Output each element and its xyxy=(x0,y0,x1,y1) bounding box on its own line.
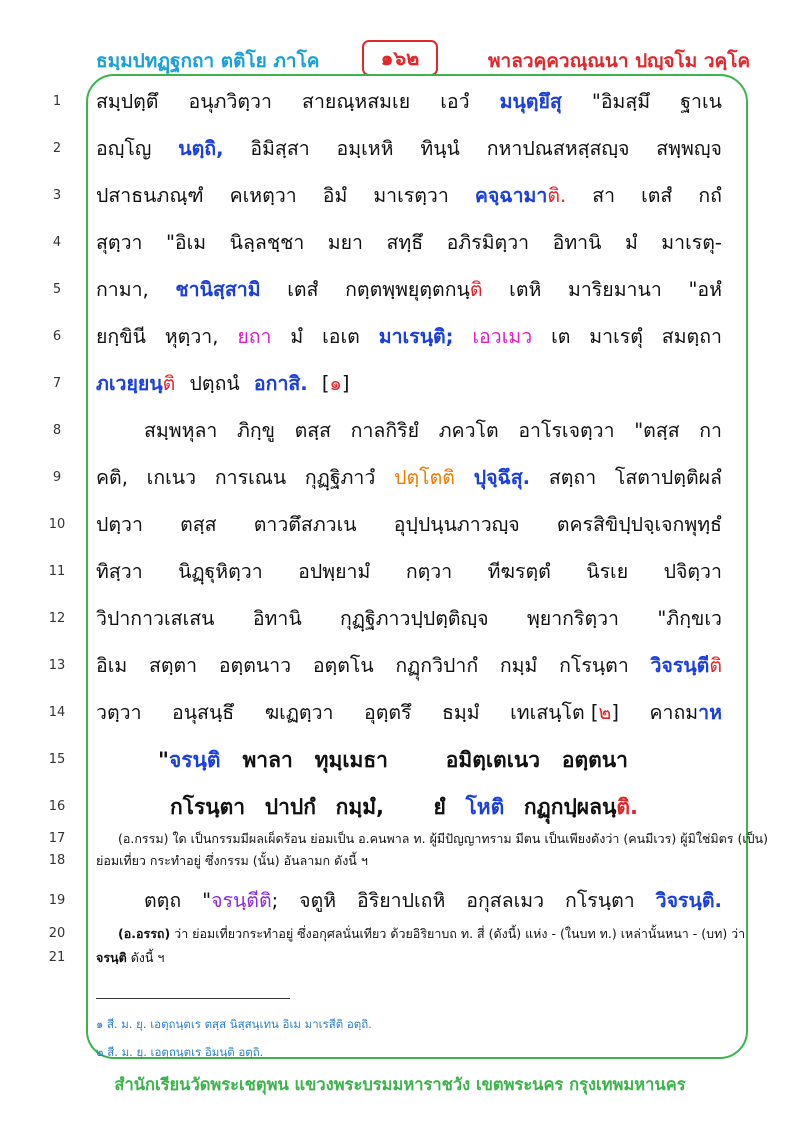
keyword-part: จรนฺติ xyxy=(168,748,221,772)
verse-word xyxy=(524,789,638,825)
text-line-4 xyxy=(96,225,722,261)
verse-word: ยํ xyxy=(433,795,446,819)
verse-line-1 xyxy=(158,742,628,778)
word: เตสํ xyxy=(641,184,673,207)
word: ภควโต xyxy=(438,419,499,442)
quote-mark: " xyxy=(202,889,212,912)
word-part: เทเสนฺโต xyxy=(510,701,585,724)
word: กาลกิริยํ xyxy=(350,419,420,442)
text-line-5 xyxy=(96,272,722,308)
word: มยา xyxy=(327,231,364,254)
word-part: กฏุกปฺผลนฺ xyxy=(523,795,617,819)
word: ตสฺส xyxy=(180,513,217,536)
word: มาริยมานา xyxy=(568,278,662,301)
iti-particle: ติ xyxy=(162,372,176,395)
keyword-part: ภเวยฺยนฺ xyxy=(96,372,163,395)
word: สพฺพญฺจ xyxy=(656,137,722,160)
word: ทีฆรตฺตํ xyxy=(487,560,551,583)
word: หุตฺวา, xyxy=(164,325,219,348)
translation-line-1: (อ.กรรม) ใด เป็นกรรมมีผลเผ็ดร้อน ย่อมเป็น อ.คนพาล ท. ผู้มีปัญญาทราม มีตน เป็นเพียงดังว่า (คนมีเวร) ผู้มิใช่มิตร (เป็น) xyxy=(118,831,768,846)
word: ฆเฏตฺวา xyxy=(264,701,334,724)
word: สมตฺถา xyxy=(661,325,722,348)
word: ทินฺนํ xyxy=(420,137,460,160)
keyword xyxy=(472,319,532,355)
word: ทิสฺวา xyxy=(96,560,143,583)
word: ตาวตึสภวเน xyxy=(253,513,357,536)
word: เตสํ xyxy=(287,278,319,301)
header-book-title: ธมฺมปทฏฺฐกถา ตติโย ภาโค xyxy=(96,50,320,72)
word: กหาปณสหสฺสญฺจ xyxy=(486,137,630,160)
line-number: 16 xyxy=(48,799,66,814)
word: อิเม xyxy=(96,654,128,677)
word: กามา, xyxy=(96,278,149,301)
verse-word: กมฺมํ, xyxy=(335,795,385,819)
text-line-2 xyxy=(96,131,722,167)
line-number: 8 xyxy=(52,423,62,438)
keyword: มาเรนฺติ; xyxy=(378,325,454,348)
iti-particle: ติ. xyxy=(547,184,567,207)
keyword: ปตฺโตติ xyxy=(394,466,455,489)
line-number: 10 xyxy=(48,517,66,532)
keyword-part: คจฺฉามา xyxy=(474,184,548,207)
word: โสตาปตฺติผลํ xyxy=(614,466,722,489)
line-number: 9 xyxy=(52,470,62,485)
word: ปตฺถนํ xyxy=(189,372,240,395)
word: การเณน xyxy=(214,466,287,489)
translation-line-3 xyxy=(118,925,746,943)
word: "อิมสฺมึ xyxy=(591,90,651,113)
text-line-8 xyxy=(144,413,722,449)
keyword: อกาสิ. xyxy=(253,372,308,395)
word: ตสฺส xyxy=(294,419,332,442)
keyword: นตฺถิ, xyxy=(178,137,224,160)
translation-line-2: ย่อมเที่ยว กระทำอยู่ ซึ่งกรรม (นั้น) อันลามก ดังนี้ ฯ xyxy=(96,853,368,868)
word: อญฺโญ xyxy=(96,137,152,160)
word: อิมิสฺสา xyxy=(250,137,310,160)
word: มาเรตุ- xyxy=(661,231,722,254)
text-line-3 xyxy=(96,178,722,214)
line-number: 18 xyxy=(48,853,66,868)
line-number: 7 xyxy=(52,376,62,391)
word: เตหิ xyxy=(509,278,542,301)
line-number: 5 xyxy=(52,282,62,297)
iti-particle: ติ xyxy=(469,278,483,301)
verse-word: อมิตฺเตเนว xyxy=(445,748,541,772)
word: อิริยาปเถหิ xyxy=(357,889,446,912)
footnote-1: ๑ สี. ม. ยุ. เอตฺถนฺตเร ตสฺส นิสฺสนฺเทน อิเม มาเรสีติ อตฺถิ. xyxy=(96,1017,372,1031)
word: ฐาเน xyxy=(680,90,722,113)
word: อิทานิ xyxy=(552,231,602,254)
line-number: 4 xyxy=(52,235,62,250)
footnote-ref xyxy=(322,372,350,395)
line-number: 12 xyxy=(48,611,66,626)
word: นิรเย xyxy=(586,560,629,583)
line-number: 1 xyxy=(52,94,62,109)
verse-word: กโรนฺตา xyxy=(170,795,246,819)
page-footer: สำนักเรียนวัดพระเชตุพน แขวงพระบรมมหาราชวัง เขตพระนคร กรุงเทพมหานคร xyxy=(114,1075,686,1094)
word: อกุสลเมว xyxy=(466,889,545,912)
word: กฏุกวิปากํ xyxy=(395,654,479,677)
iti-particle: ติ. xyxy=(616,795,638,819)
line-number: 2 xyxy=(52,141,62,156)
text-line-11 xyxy=(96,554,722,590)
word: สมฺปตฺตึ xyxy=(96,90,159,113)
word: อภิรมิตฺวา xyxy=(446,231,530,254)
word: "ตสฺส xyxy=(634,419,680,442)
word: ยกฺขินี xyxy=(96,325,146,348)
word: วตฺวา xyxy=(96,701,142,724)
word: พฺยากริตฺวา xyxy=(526,607,620,630)
line-number: 6 xyxy=(52,329,62,344)
word: เต xyxy=(551,325,571,348)
word: ปตฺวา xyxy=(96,513,143,536)
word xyxy=(345,272,482,308)
word: อิทานิ xyxy=(252,607,302,630)
verse-word: ปาปกํ xyxy=(264,795,316,819)
word: สมฺพหุลา xyxy=(144,419,218,442)
keyword: มนุตฺยึสุ xyxy=(499,90,562,113)
keyword: ชานิสฺสามิ xyxy=(175,278,261,301)
word: "อหํ xyxy=(688,278,722,301)
word: อุตฺตรึ xyxy=(364,701,412,724)
verse-word: อตฺตนา xyxy=(561,748,628,772)
keyword-part: จรนฺตีติ xyxy=(211,889,272,912)
word: สทฺธึ xyxy=(386,231,424,254)
text-line-14 xyxy=(96,695,722,731)
line-number: 3 xyxy=(52,188,62,203)
word: สายณฺหสมเย xyxy=(302,90,411,113)
word: กุฏฺฐิภาวํ xyxy=(304,466,376,489)
word: ปจิตฺวา xyxy=(663,560,722,583)
keyword-part: าห xyxy=(698,701,722,724)
word: เอเต xyxy=(322,325,360,348)
keyword xyxy=(650,648,722,684)
translation-text: ดังนี้ ฯ xyxy=(130,950,165,965)
word: อิมํ xyxy=(322,184,348,207)
word: มาเรตฺวา xyxy=(373,184,449,207)
word: นิฏฺฐุหิตฺวา xyxy=(178,560,263,583)
line-number: 13 xyxy=(48,658,66,673)
word: มํ xyxy=(624,231,638,254)
word: ตครสิขิปฺปจฺเจกพุทฺธํ xyxy=(556,513,722,536)
word: ภิกฺขู xyxy=(236,419,275,442)
word: มํ xyxy=(290,325,304,348)
word: อตฺตโน xyxy=(312,654,374,677)
word: คติ, xyxy=(96,466,128,489)
word: สา xyxy=(592,184,616,207)
keyword xyxy=(475,178,566,214)
keyword-part: เมว xyxy=(501,325,533,348)
text-line-19 xyxy=(144,883,722,919)
word: จตูหิ xyxy=(299,889,337,912)
bracket: [ xyxy=(590,701,599,724)
word: เอวํ xyxy=(440,90,470,113)
word: อุปฺปนฺนภาวญฺจ xyxy=(393,513,520,536)
word: คเหตฺวา xyxy=(229,184,297,207)
word: "ภิกฺขเว xyxy=(657,607,722,630)
line-number: 21 xyxy=(48,950,66,965)
footnote-number: ๑ xyxy=(329,372,342,395)
translation-text: ว่า ย่อมเที่ยวกระทำอยู่ ซึ่งอกุศลนั่นเทียว ด้วยอิริยาบถ ท. สี่ (ดังนี้) แห่ง - (ในบท ท.) เหล่านั้นหนา - (บท) ว่า xyxy=(174,926,746,941)
word: กตฺวา xyxy=(405,560,453,583)
word: สุตฺวา xyxy=(96,231,143,254)
word: อมฺเหหิ xyxy=(336,137,394,160)
word: นิลฺลชฺชา xyxy=(229,231,305,254)
keyword: โหติ xyxy=(465,795,505,819)
word xyxy=(510,695,619,731)
header-chapter-title: พาลวคฺควณฺณนา ปญฺจโม วคฺโค xyxy=(488,50,751,72)
text-line-9 xyxy=(96,460,722,496)
word: อาโรเจตฺวา xyxy=(518,419,615,442)
pali-term: จรนฺติ xyxy=(96,950,127,965)
keyword-part: เอว xyxy=(472,325,502,348)
word: กุฏฺฐิภาวปฺปตฺติญฺจ xyxy=(340,607,489,630)
word: กโรนฺตา xyxy=(565,889,635,912)
text-line-6 xyxy=(96,319,722,355)
verse-word: พาลา xyxy=(242,748,293,772)
iti-particle: ติ xyxy=(709,654,722,677)
punct: ; xyxy=(271,889,279,912)
word: มาเรตุํ xyxy=(589,325,643,348)
word: อนุภวิตฺวา xyxy=(188,90,272,113)
text-line-12 xyxy=(96,601,722,637)
line-number: 14 xyxy=(48,705,66,720)
label: (อ.อรรถ) xyxy=(118,926,171,941)
word: กถํ xyxy=(698,184,722,207)
line-number: 15 xyxy=(48,752,66,767)
word xyxy=(202,883,278,919)
text-line-7 xyxy=(96,366,722,402)
keyword: ปุจฺฉึสุ. xyxy=(473,466,531,489)
word: สตฺถา xyxy=(548,466,597,489)
text-line-10 xyxy=(96,507,722,543)
verse-word xyxy=(158,742,221,778)
line-number: 11 xyxy=(48,564,66,579)
line-number: 20 xyxy=(48,926,66,941)
keyword: ยถา xyxy=(237,325,272,348)
word: "อิเม xyxy=(165,231,207,254)
page-number-box: ๑๖๒ xyxy=(362,40,438,76)
word: อตฺตนาว xyxy=(218,654,292,677)
word: กมฺมํ xyxy=(499,654,538,677)
word: อปพฺยามํ xyxy=(298,560,371,583)
verse-gap xyxy=(410,742,424,778)
keyword-part: วิจรนฺตี xyxy=(650,654,710,677)
word: ธมฺมํ xyxy=(442,701,480,724)
word: วิปากาวเสเสน xyxy=(96,607,215,630)
word: ตตฺถ xyxy=(144,889,182,912)
word xyxy=(649,695,721,731)
line-number: 19 xyxy=(48,893,66,908)
footnote-divider xyxy=(96,998,290,999)
translation-line-4 xyxy=(96,949,722,967)
word: อนุสนฺธึ xyxy=(172,701,235,724)
line-number: 17 xyxy=(48,831,66,846)
word: เกเนว xyxy=(146,466,197,489)
footnote-2: ๒ สี. ม. ยุ. เอตฺถนฺตเร อิมนฺติ อตฺถิ. xyxy=(96,1045,264,1059)
verse-line-2 xyxy=(170,789,638,825)
text-line-1 xyxy=(96,84,722,120)
word-part: คาถม xyxy=(649,701,699,724)
verse-gap xyxy=(404,789,414,825)
bracket: [ xyxy=(321,372,330,395)
keyword xyxy=(96,372,175,395)
word: กา xyxy=(699,419,722,442)
keyword: วิจรนฺติ. xyxy=(655,889,722,912)
footnote-number: ๒ xyxy=(598,701,612,724)
text-line-13 xyxy=(96,648,722,684)
quote-mark: " xyxy=(158,748,169,772)
word-part: กตฺตพฺพยุตฺตกนฺ xyxy=(345,278,470,301)
bracket: ] xyxy=(341,372,350,395)
word: สตฺตา xyxy=(148,654,198,677)
word: ปสาธนภณฺฑํ xyxy=(96,184,204,207)
bracket: ] xyxy=(611,701,619,724)
word: กโรนฺตา xyxy=(559,654,629,677)
verse-word: ทุมฺเมธา xyxy=(314,748,388,772)
